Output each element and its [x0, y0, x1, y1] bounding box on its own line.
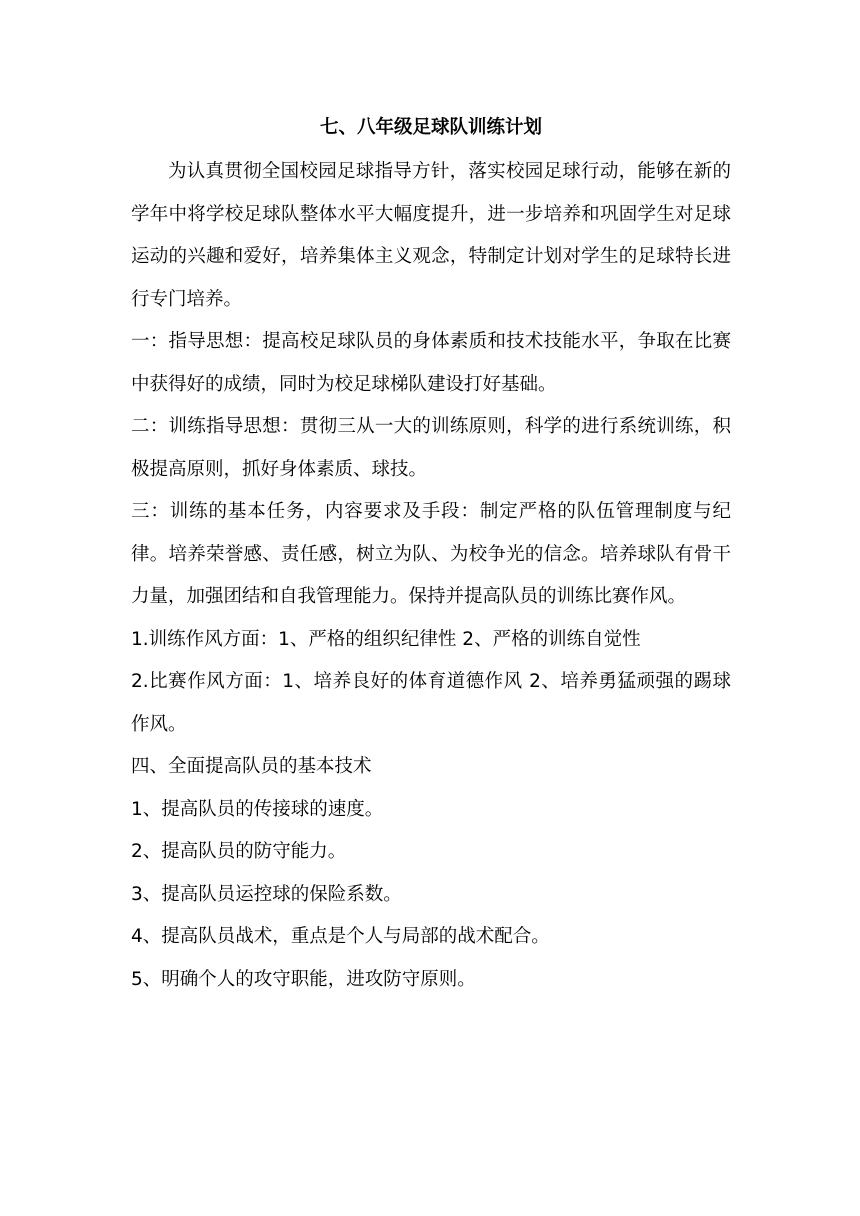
- document-body: [131, 108, 731, 1001]
- intro-paragraph: 为认真贯彻全国校园足球指导方针，落实校园足球行动，能够在新的学年中将学校足球队整体水平大幅度提升，进一步培养和巩固学生对足球运动的兴趣和爱好，培养集体主义观念，特制定计划对学生的足球特长进行专门培养。: [131, 161, 731, 310]
- guiding-ideology-paragraph: 一：指导思想：提高校足球队员的身体素质和技术技能水平，争取在比赛中获得好的成绩，同时为校足球梯队建设打好基础。: [131, 331, 731, 395]
- list-item: 3、提高队员运控球的保险系数。: [131, 883, 402, 905]
- section-four-heading: 四、全面提高队员的基本技术: [131, 756, 372, 777]
- training-ideology-paragraph: 二：训练指导思想：贯彻三从一大的训练原则，科学的进行系统训练，积极提高原则，抓好身体素质、球技。: [131, 416, 731, 480]
- list-item: 5、明确个人的攻守职能，进攻防守原则。: [131, 968, 476, 990]
- basic-tasks-paragraph: 三：训练的基本任务，内容要求及手段：制定严格的队伍管理制度与纪律。培养荣誉感、责任感，树立为队、为校争光的信念。培养球队有骨干力量，加强团结和自我管理能力。保持并提高队员的训练比赛作风。: [131, 501, 731, 607]
- match-style-paragraph: 2.比赛作风方面：1、培养良好的体育道德作风 2、培养勇猛顽强的踢球作风。: [131, 671, 731, 735]
- list-item: 1、提高队员的传接球的速度。: [131, 798, 384, 820]
- training-style-paragraph: 1.训练作风方面：1、严格的组织纪律性 2、严格的训练自觉性: [131, 628, 641, 650]
- list-item: 4、提高队员战术，重点是个人与局部的战术配合。: [131, 926, 550, 947]
- document-title: 七、八年级足球队训练计划: [319, 117, 542, 138]
- list-item: 2、提高队员的防守能力。: [131, 841, 347, 862]
